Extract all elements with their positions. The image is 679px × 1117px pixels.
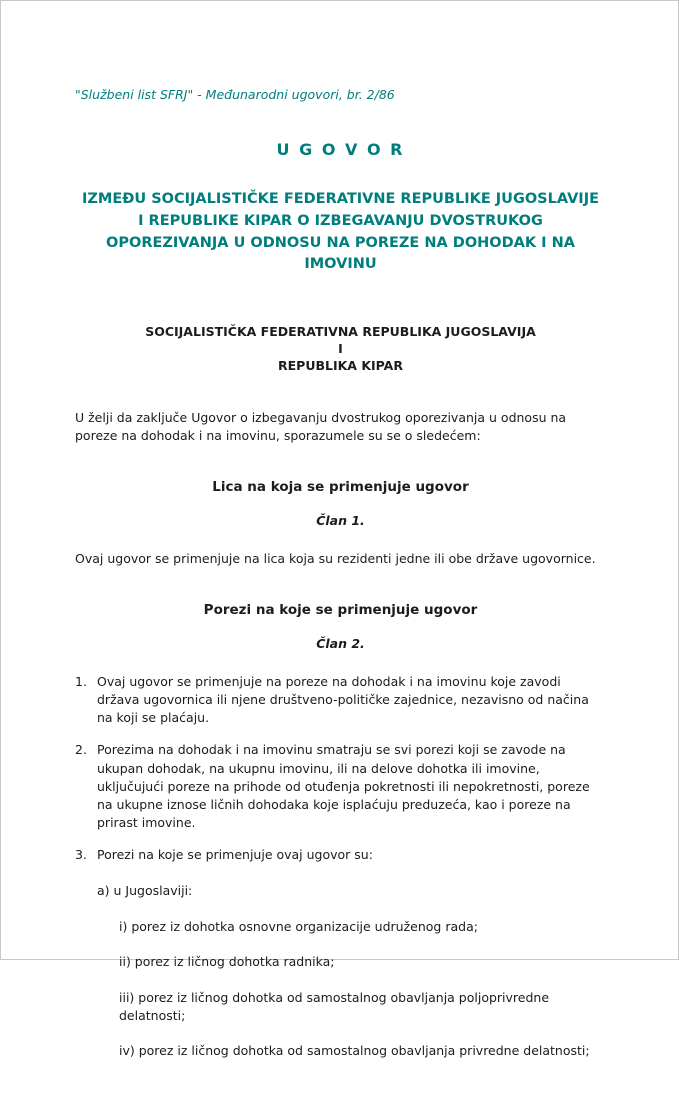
document-subtitle: IZMEĐU SOCIJALISTIČKE FEDERATIVNE REPUBLIKE JUGOSLAVIJE I REPUBLIKE KIPAR O IZBEGAVANJU DVOSTRUKOG OPOREZIVANJA U ODNOSU NA POREZE NA DOHODAK I NA IMOVINU [81,191,600,273]
section2-heading: Porezi na koje se primenjuje ugovor [203,602,478,618]
item-text: Porezi na koje se primenjuje ovaj ugovor su: [97,847,373,862]
article2-sub-a-item-i: i) porez iz dohotka osnovne organizacije udruženog rada; [119,919,478,935]
item-number: 3. [75,847,87,862]
article2-sub-a-label: a) u Jugoslaviji: [97,883,193,899]
article2-item-1 [75,673,606,727]
article2-sub-a-item-iii: iii) porez iz ličnog dohotka od samostalnog obavljanja poljoprivredne delatnosti; [119,989,550,1023]
contracting-parties [75,324,606,375]
party-yugoslavia: SOCIJALISTIČKA FEDERATIVNA REPUBLIKA JUGOSLAVIJA [145,324,536,339]
article1-body: Ovaj ugovor se primenjuje na lica koja su rezidenti jedne ili obe države ugovornice. [75,550,596,566]
article2-item-2 [75,741,606,832]
article2-heading: Član 2. [316,636,365,651]
item-text: Porezima na dohodak i na imovinu smatraju se svi porezi koji se zavode na ukupan dohodak, na ukupnu imovinu, ili na delove dohotka ili imovine, uključujući poreze na prihode od otuđenja pokretnosti ili nepokretnosti, poreze na ukupne iznose ličnih dohodaka koje isplaćuju preduzeća, kao i poreze na prirast imovine. [97,742,590,830]
gazette-reference: "Službeni list SFRJ" - Međunarodni ugovori, br. 2/86 [75,87,395,102]
party-cyprus: REPUBLIKA KIPAR [278,357,403,373]
article1-heading: Član 1. [316,512,365,528]
item-text: Ovaj ugovor se primenjuje na poreze na dohodak i na imovinu koje zavodi država ugovornica ili njene društveno-političke zajednice, nezavisno od načina na koji se plaćaju. [97,674,589,726]
party-conjunction: I [338,340,343,356]
article2-sub-a-item-ii: ii) porez iz ličnog dohotka radnika; [119,954,335,970]
item-number: 1. [75,674,87,689]
section1-heading: Lica na koja se primenjuje ugovor [212,478,469,495]
article2-item-3 [75,846,606,864]
document-title: U G O V O R [276,140,405,159]
article2-sub-a-item-iv: iv) porez iz ličnog dohotka od samostalnog obavljanja privredne delatnosti; [119,1042,590,1058]
document-content [1,1,678,1117]
intro-paragraph: U želji da zaključe Ugovor o izbegavanju dvostrukog oporezivanja u odnosu na poreze na dohodak i na imovinu, sporazumele su se o sledećem: [75,409,567,443]
item-number: 2. [75,742,87,758]
